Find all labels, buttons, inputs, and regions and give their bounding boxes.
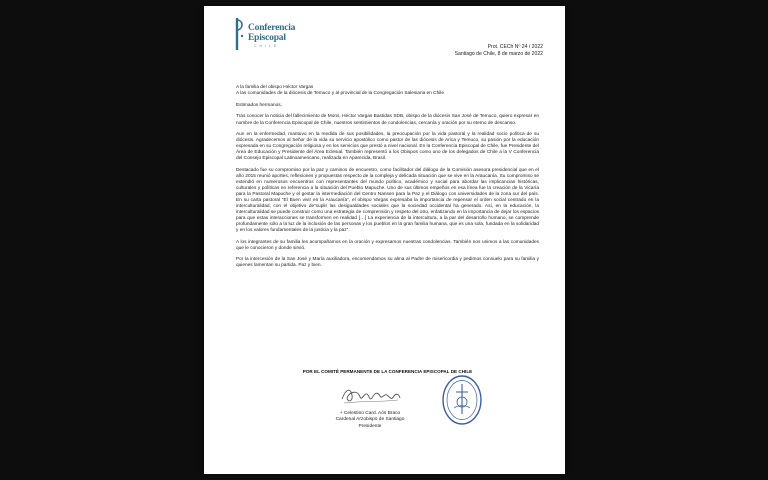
paragraph: Destacado fue su compromiso por la paz y caminos de encuentro, como facilitador del diálogo de la Comisión asesora presidencial que en el año 2015 reunió aportes, reflexiones y propuestas respecto de la compleja y delicada situación que se vive en la Araucanía. Su compromiso se extendió en numerosos encuentros con representantes del mundo político, académico y social para abordar las implicancias históricas, culturales y políticas en referencia a la situación del Pueblo Mapuche. Uno de sus últimos empeños en esa línea fue la creación de la Vicaría para la Pastoral Mapuche y el gestar la intermediación del Centro Nansen para la Paz y el Diálogo con universidades de la zona sur del país. En su carta pastoral “El Buen vivir en la Araucanía”, el obispo Vargas expresaba la importancia de repensar el orden social centrado en la interculturalidad, con el objetivo de“suplir las desigualdades sociales que la sociedad occidental ha generado. Así, en la educación, la interculturalidad se puede construir como una estrategia de comprensión y respeto del otro, enfatizando en la importancia de dejar los espacios para que estas interacciones se transformen en realidad […] La experiencia de la intercultura, a la par del desarrollo humano, se comprende profundamente sólo a la luz de la inclusión de las personas y los pueblos en la gran familia humana, que es una sola, fundada en la solidaridad y en los valores fundamentales de la justicia y la paz”. bbox=[236, 167, 539, 234]
episcopal-seal bbox=[440, 374, 484, 426]
signer-title: Cardenal Arzobispo de Santiago bbox=[335, 417, 405, 423]
signer-block bbox=[310, 411, 430, 430]
conference-logo bbox=[234, 16, 324, 56]
paragraph: A los integrantes de su familia les acompañamos en la oración y expresamos nuestras condolencias. También nos unimos a las comunidades que le conocieron y donde sirvió. bbox=[236, 239, 539, 251]
paragraph: Por la intercesión de la San José y María auxiliadora, encomendamos su alma al Padre de misericordia y pedimos consuelo para su familia y quienes lamentan su partida. Paz y bien. bbox=[236, 257, 539, 269]
letter-body bbox=[236, 85, 539, 274]
logo-line-2: Episcopal bbox=[248, 33, 286, 43]
signer-name: + Celestino Card. Aós Braco bbox=[339, 411, 401, 416]
addressee-line: A las comunidades de la diócesis de Temuco y al provincial de la Congregación Salesiana en Chile bbox=[236, 91, 444, 97]
paragraph: Tras conocer la noticia del fallecimiento de Mons. Héctor Vargas Bastidas SDB, obispo de la diócesis San José de Temuco, quiero expresar en nombre de la Conferencia Episcopal de Chile, nuestros sentimientos de condolencias, cercanía y oración por su eterno de descanso. bbox=[236, 114, 539, 126]
signer-role: Presidente bbox=[358, 423, 382, 429]
reference-block bbox=[455, 44, 543, 58]
handwritten-signature bbox=[336, 381, 406, 411]
logo-mark-icon bbox=[234, 16, 246, 52]
addressee-line: A la familia del obispo Héctor Vargas bbox=[236, 85, 314, 90]
letter-page bbox=[204, 6, 565, 474]
protocol-number: Prot. CECh Nº 24 / 2022 bbox=[487, 44, 543, 50]
signoff-heading: POR EL COMITÉ PERMANENTE DE LA CONFERENCIA EPISCOPAL DE CHILE bbox=[302, 369, 473, 374]
place-date: Santiago de Chile, 8 de marzo de 2022 bbox=[454, 51, 543, 57]
salutation: Estimados hermanos, bbox=[236, 103, 282, 109]
logo-line-1: Conferencia bbox=[248, 23, 296, 33]
paragraph: Aun en la enfermedad, mantuvo en la medida de sus posibilidades, la preocupación por la vida pastoral y la realidad socio política de su diócesis. Agradecemos al Señor de la vida su servicio apostólico como pastor de las diócesis de Arica y Temuco, su pasión por la educación expresada en su Congregación religiosa y en los servicios que prestó a nivel nacional. En la Conferencia Episcopal de Chile, fue Presidente del Área de Educación y Presidente del Área Eclesial. También representó a los Obispos como uno de los delegados de Chile a la V Conferencia del Consejo Episcopal Latinoamericano, realizada en Aparecida, Brasil. bbox=[236, 131, 539, 162]
logo-line-3: CHILE bbox=[254, 44, 280, 48]
addressee-block bbox=[236, 85, 539, 97]
